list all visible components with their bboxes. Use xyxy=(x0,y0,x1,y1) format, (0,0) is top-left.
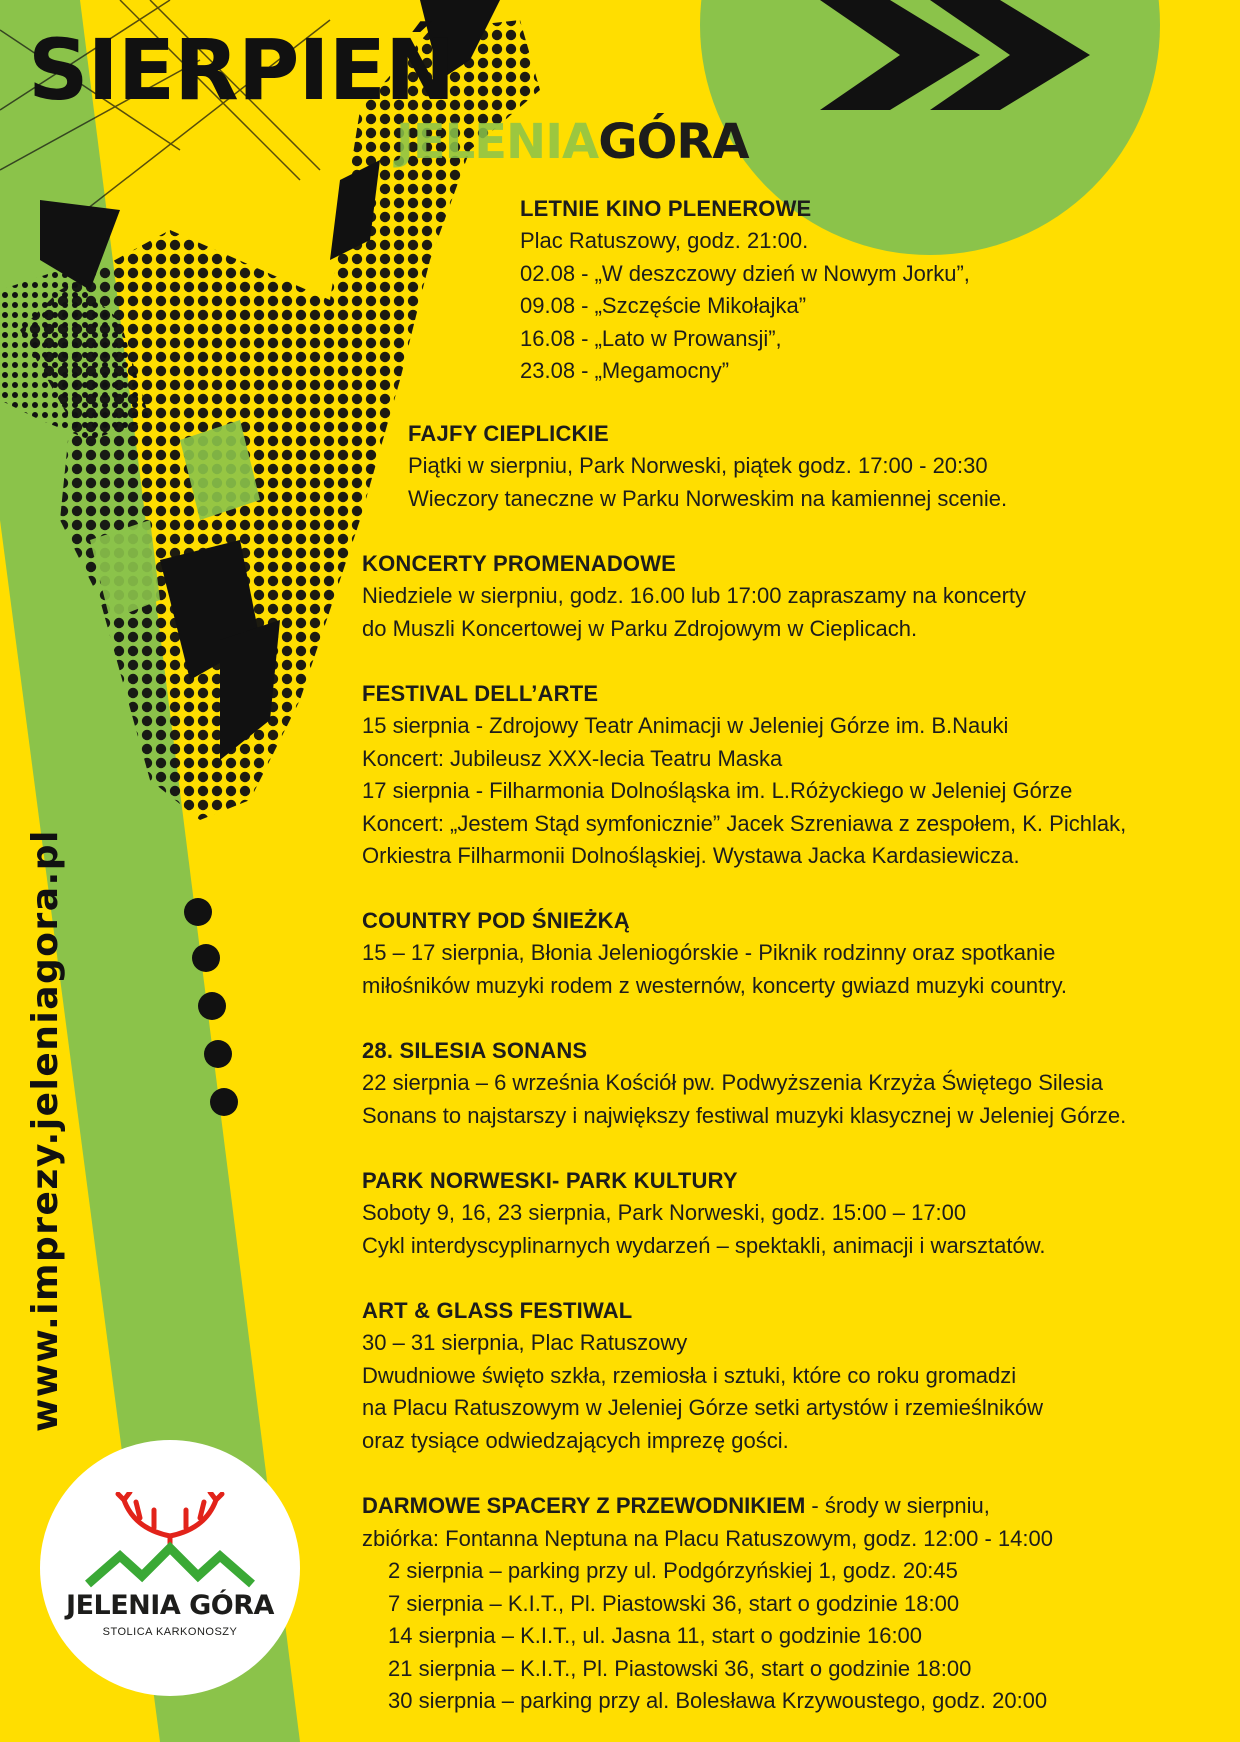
event-fajfy-cieplickie xyxy=(408,418,1007,515)
event-festival-dellarte xyxy=(362,678,1126,873)
event-line: do Muszli Koncertowej w Parku Zdrojowym w Cieplicach. xyxy=(362,615,918,641)
event-line: 09.08 - „Szczęście Mikołajka” xyxy=(520,293,807,318)
event-line: 02.08 - „W deszczowy dzień w Nowym Jorku”, xyxy=(520,260,970,286)
logo-name: JELENIA GÓRA xyxy=(66,1590,274,1621)
event-line: Niedziele w sierpniu, godz. 16.00 lub 17:00 zapraszamy na koncerty xyxy=(362,583,1027,608)
event-line: 15 – 17 sierpnia, Błonia Jeleniogórskie - Piknik rodzinny oraz spotkanie xyxy=(362,940,1056,965)
city-logo xyxy=(40,1440,300,1696)
event-line: 23.08 - „Megamocny” xyxy=(520,358,730,383)
event-line: Wieczory taneczne w Parku Norweskim na kamiennej scenie. xyxy=(408,485,1008,511)
event-country-pod-sniezka xyxy=(362,905,1067,1002)
event-line: miłośników muzyki rodem z westernów, koncerty gwiazd muzyki country. xyxy=(362,972,1068,998)
event-title: COUNTRY POD ŚNIEŻKĄ xyxy=(362,908,630,933)
page-title: SIERPIEŃ xyxy=(28,21,455,119)
event-line: Orkiestra Filharmonii Dolnośląskiej. Wystawa Jacka Kardasiewicza. xyxy=(362,843,1020,868)
event-line: 22 sierpnia – 6 września Kościół pw. Podwyższenia Krzyża Świętego Silesia xyxy=(362,1070,1104,1095)
event-title: 28. SILESIA SONANS xyxy=(362,1038,588,1063)
event-line: 15 sierpnia - Zdrojowy Teatr Animacji w Jeleniej Górze im. B.Nauki xyxy=(362,713,1009,738)
event-line: Koncert: „Jestem Stąd symfonicznie” Jacek Szreniawa z zespołem, K. Pichlak, xyxy=(362,810,1127,836)
event-darmowe-spacery xyxy=(362,1490,1053,1718)
walk-item: 30 sierpnia – parking przy al. Bolesława Krzywoustego, godz. 20:00 xyxy=(388,1688,1048,1713)
event-title: FESTIVAL DELL’ARTE xyxy=(362,681,599,706)
event-line: oraz tysiące odwiedzających imprezę gości. xyxy=(362,1427,789,1453)
event-line: 17 sierpnia - Filharmonia Dolnośląska im. L.Różyckiego w Jeleniej Górze xyxy=(362,778,1073,803)
event-park-norweski xyxy=(362,1165,1045,1262)
walk-item: 21 sierpnia – K.I.T., Pl. Piastowski 36, start o godzinie 18:00 xyxy=(388,1655,972,1681)
event-line: 30 – 31 sierpnia, Plac Ratuszowy xyxy=(362,1330,688,1355)
event-art-glass-festiwal xyxy=(362,1295,1043,1457)
event-title-line xyxy=(362,1490,1053,1523)
event-line: Koncert: Jubileusz XXX-lecia Teatru Maska xyxy=(362,745,783,771)
event-title: LETNIE KINO PLENEROWE xyxy=(520,196,812,221)
event-koncerty-promenadowe xyxy=(362,548,1026,645)
event-line: Sonans to najstarszy i największy festiwal muzyki klasycznej w Jeleniej Górze. xyxy=(362,1102,1127,1128)
event-title: FAJFY CIEPLICKIE xyxy=(408,421,609,446)
antlers-mountains-icon xyxy=(80,1492,260,1590)
event-line: Dwudniowe święto szkła, rzemiosła i sztuki, które co roku gromadzi xyxy=(362,1362,1017,1388)
event-title: ART & GLASS FESTIWAL xyxy=(362,1298,633,1323)
event-line: zbiórka: Fontanna Neptuna na Placu Ratuszowym, godz. 12:00 - 14:00 xyxy=(362,1525,1053,1551)
event-title: KONCERTY PROMENADOWE xyxy=(362,551,677,576)
event-letnie-kino xyxy=(520,193,970,388)
decorative-dots xyxy=(180,890,240,1130)
city-wordmark xyxy=(396,114,749,170)
event-line: na Placu Ratuszowym w Jeleniej Górze setki artystów i rzemieślników xyxy=(362,1395,1044,1420)
city-wordmark-word2: GÓRA xyxy=(598,114,749,170)
logo-subtitle: STOLICA KARKONOSZY xyxy=(102,1626,238,1638)
walk-item: 14 sierpnia – K.I.T., ul. Jasna 11, start o godzinie 16:00 xyxy=(388,1623,923,1648)
event-line: Piątki w sierpniu, Park Norweski, piątek godz. 17:00 - 20:30 xyxy=(408,453,988,478)
event-title: DARMOWE SPACERY Z PRZEWODNIKIEM xyxy=(362,1493,806,1518)
city-wordmark-word1: JELENIA xyxy=(396,114,599,170)
walk-item: 7 sierpnia – K.I.T., Pl. Piastowski 36, start o godzinie 18:00 xyxy=(388,1590,960,1616)
event-line: Cykl interdyscyplinarnych wydarzeń – spektakli, animacji i warsztatów. xyxy=(362,1232,1046,1258)
event-silesia-sonans xyxy=(362,1035,1126,1132)
event-title-suffix: - środy w sierpniu, xyxy=(805,1493,990,1518)
event-line: Plac Ratuszowy, godz. 21:00. xyxy=(520,228,809,253)
website-url[interactable]: www.imprezy.jeleniagora.pl xyxy=(25,829,66,1432)
event-line: 16.08 - „Lato w Prowansji”, xyxy=(520,325,782,351)
walk-item: 2 sierpnia – parking przy ul. Podgórzyńskiej 1, godz. 20:45 xyxy=(388,1558,958,1583)
event-title: PARK NORWESKI- PARK KULTURY xyxy=(362,1168,738,1193)
event-line: Soboty 9, 16, 23 sierpnia, Park Norweski, godz. 15:00 – 17:00 xyxy=(362,1200,967,1225)
